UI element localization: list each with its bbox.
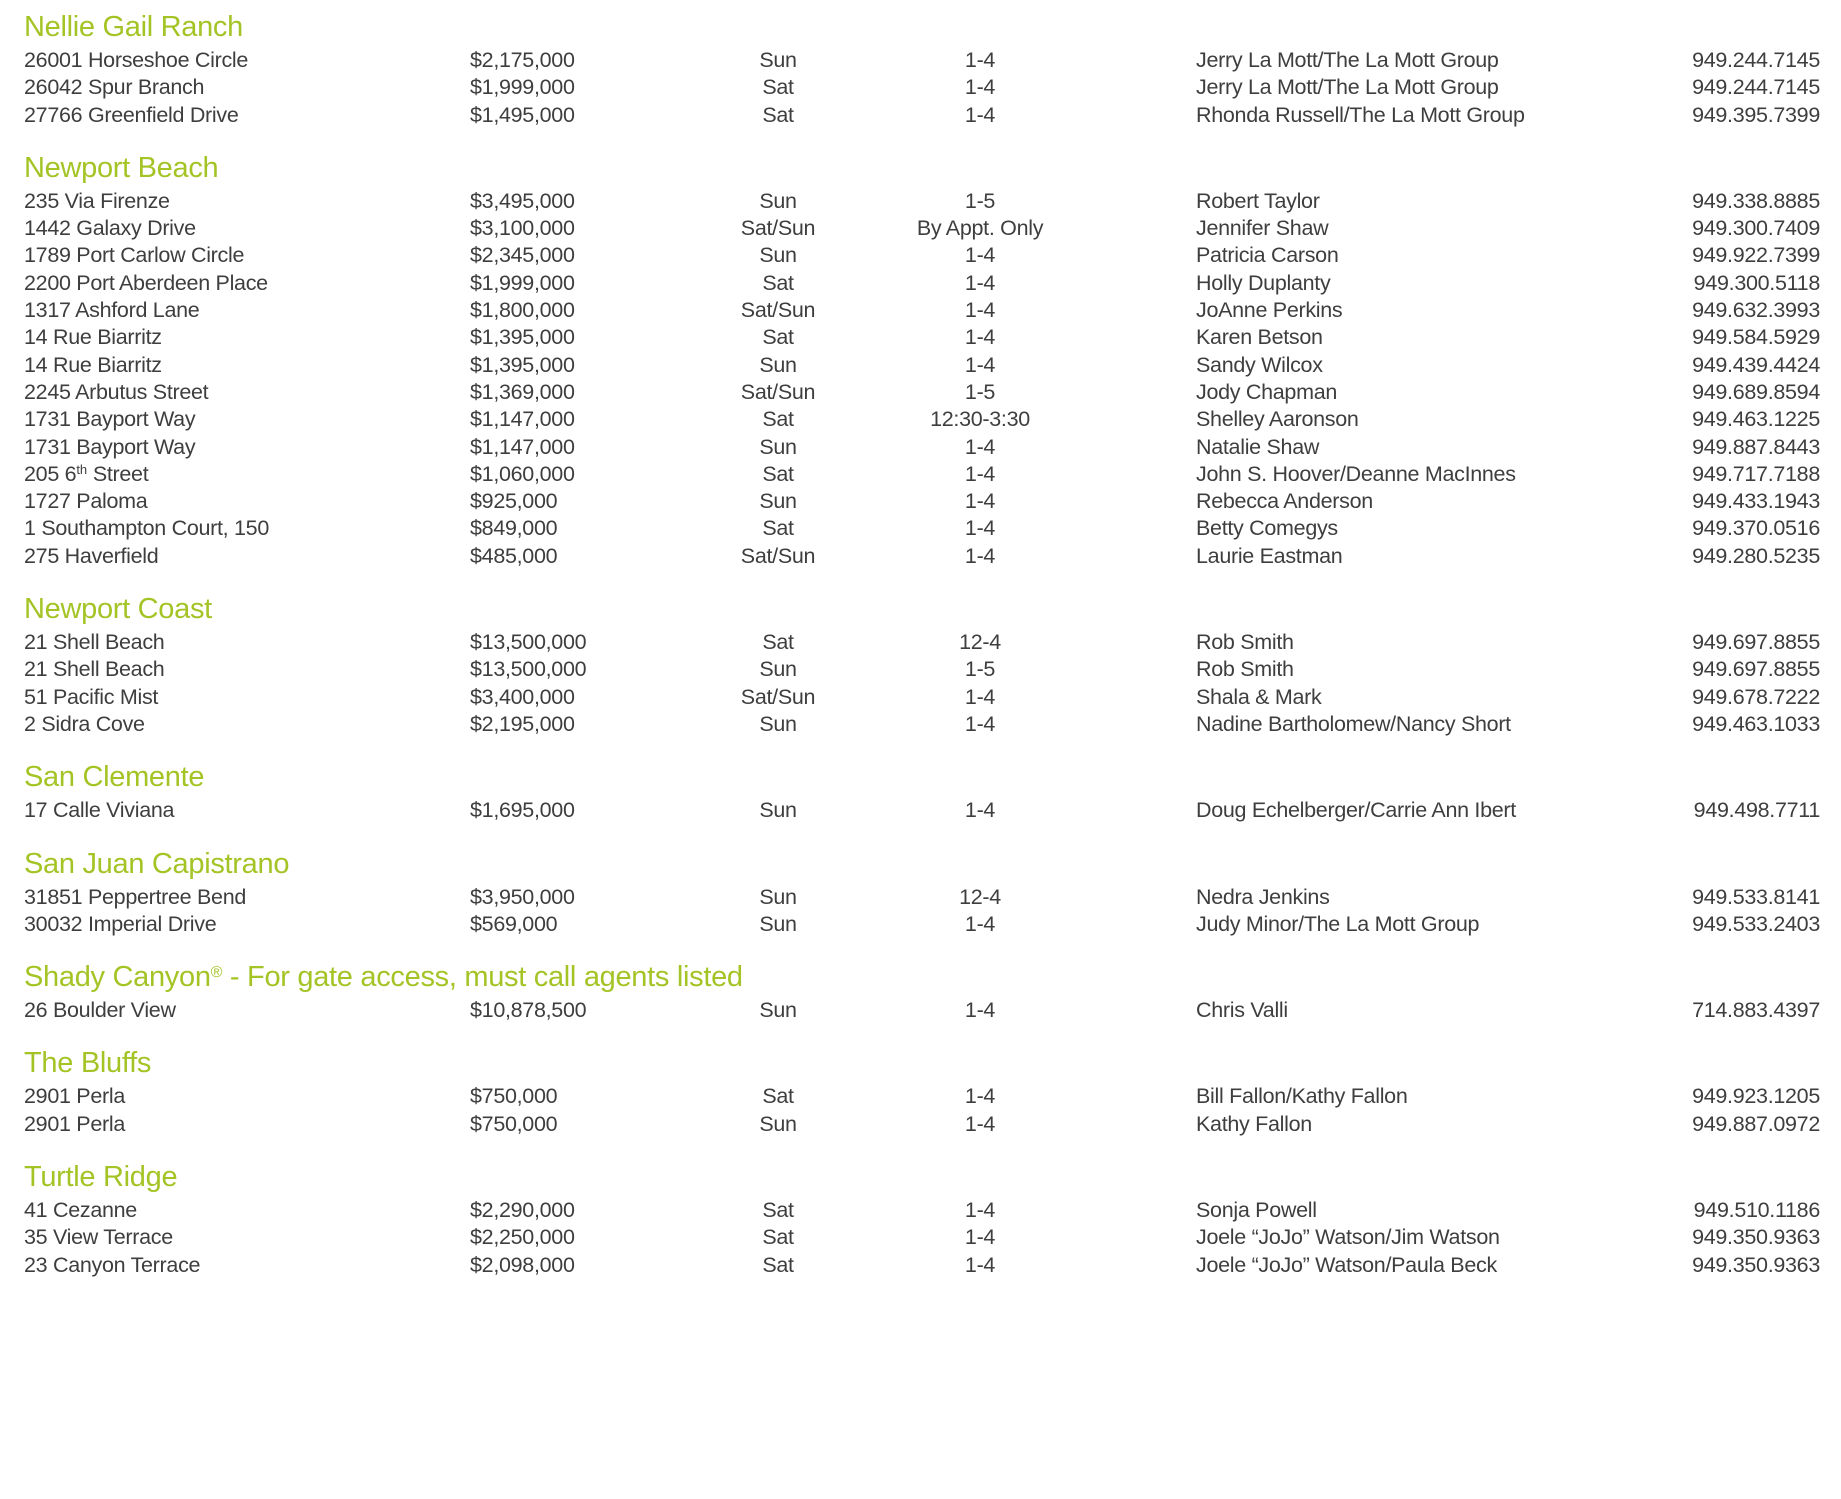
listing-section <box>24 1045 1820 1138</box>
listing-phone: 949.533.2403 <box>1692 911 1820 936</box>
listing-row <box>24 684 1820 711</box>
listing-time: 1-4 <box>964 102 996 127</box>
listing-row <box>24 188 1820 215</box>
listing-price: $2,250,000 <box>470 1225 575 1250</box>
listing-day: Sun <box>759 489 797 514</box>
listing-agent: Chris Valli <box>1196 998 1288 1023</box>
listing-time: 1-4 <box>964 798 996 823</box>
listing-time: 1-4 <box>964 270 996 295</box>
listing-section <box>24 959 1820 1024</box>
listing-row <box>24 406 1820 433</box>
listing-agent: Robert Taylor <box>1196 188 1320 213</box>
listing-agent: Joele “JoJo” Watson/Paula Beck <box>1196 1252 1497 1277</box>
listing-phone: 949.463.1225 <box>1692 407 1820 432</box>
listing-agent: Jerry La Mott/The La Mott Group <box>1196 48 1499 72</box>
listing-day: Sun <box>759 1111 797 1136</box>
listing-agent: Jennifer Shaw <box>1196 216 1329 241</box>
listing-price: $2,175,000 <box>470 48 575 72</box>
listing-price: $2,195,000 <box>470 711 575 736</box>
listing-phone: 949.533.8141 <box>1692 884 1820 909</box>
listing-agent: Nedra Jenkins <box>1196 884 1330 909</box>
listing-agent: Karen Betson <box>1196 325 1323 350</box>
listing-phone: 949.350.9363 <box>1692 1252 1820 1277</box>
listing-address: 205 6th Street <box>24 461 149 486</box>
listing-address: 41 Cezanne <box>24 1198 137 1223</box>
listing-phone: 949.300.5118 <box>1693 270 1820 295</box>
listing-section <box>24 1159 1820 1279</box>
listing-row <box>24 434 1820 461</box>
listing-phone: 949.717.7188 <box>1692 461 1820 486</box>
listing-day: Sun <box>759 998 797 1023</box>
listing-address: 2 Sidra Cove <box>24 711 145 736</box>
listing-price: $2,290,000 <box>470 1198 575 1223</box>
listing-time: 12-4 <box>959 884 1001 909</box>
listing-row <box>24 379 1820 406</box>
listing-agent: Judy Minor/The La Mott Group <box>1196 911 1480 936</box>
listing-address: 1442 Galaxy Drive <box>24 216 196 241</box>
listing-price: $3,495,000 <box>470 188 575 213</box>
listing-price: $925,000 <box>470 489 558 514</box>
listing-address: 1731 Bayport Way <box>24 407 196 432</box>
section-title: Newport Beach <box>24 151 219 184</box>
listing-phone: 949.300.7409 <box>1692 216 1820 241</box>
listing-price: $1,800,000 <box>470 298 575 323</box>
listing-address: 21 Shell Beach <box>24 630 165 655</box>
listing-day: Sat <box>762 1252 794 1277</box>
listing-time: 1-5 <box>964 188 996 213</box>
listing-agent: Rob Smith <box>1196 630 1294 655</box>
listing-time: 1-4 <box>964 325 996 350</box>
listing-row <box>24 461 1820 488</box>
listing-row <box>24 656 1820 683</box>
listing-agent: Doug Echelberger/Carrie Ann Ibert <box>1196 798 1516 823</box>
listing-price: $849,000 <box>470 516 558 541</box>
listing-phone: 949.498.7711 <box>1693 798 1820 823</box>
listing-price: $1,147,000 <box>470 407 575 432</box>
listing-day: Sat/Sun <box>740 543 816 568</box>
listing-time: 12:30-3:30 <box>930 407 1030 432</box>
listing-time: By Appt. Only <box>916 216 1044 241</box>
section-title: Nellie Gail Ranch <box>24 11 243 43</box>
listing-address: 35 View Terrace <box>24 1225 173 1250</box>
listing-row <box>24 515 1820 542</box>
listing-time: 1-4 <box>964 684 996 709</box>
listing-phone: 949.923.1205 <box>1692 1084 1820 1109</box>
listing-address: 14 Rue Biarritz <box>24 325 162 350</box>
listing-row <box>24 102 1820 129</box>
listing-address: 23 Canyon Terrace <box>24 1252 201 1277</box>
listing-price: $1,495,000 <box>470 102 575 127</box>
listing-price: $3,100,000 <box>470 216 575 241</box>
listing-address: 2901 Perla <box>24 1111 125 1136</box>
listing-phone: 714.883.4397 <box>1692 998 1820 1023</box>
listing-day: Sun <box>759 911 797 936</box>
section-title: San Juan Capistrano <box>24 847 290 880</box>
listing-day: Sun <box>759 243 797 268</box>
listing-phone: 949.697.8855 <box>1692 630 1820 655</box>
listing-address: 1 Southampton Court, 150 <box>24 516 269 541</box>
listing-day: Sat/Sun <box>740 684 816 709</box>
listing-price: $13,500,000 <box>470 657 587 682</box>
listing-agent: Betty Comegys <box>1196 516 1338 541</box>
listing-phone: 949.280.5235 <box>1692 543 1820 568</box>
listing-address: 26 Boulder View <box>24 998 176 1023</box>
listing-phone: 949.922.7399 <box>1692 243 1820 268</box>
listing-phone: 949.887.0972 <box>1692 1111 1820 1136</box>
listing-day: Sat <box>762 1084 794 1109</box>
listing-section <box>24 150 1820 570</box>
listing-row <box>24 215 1820 242</box>
listing-day: Sun <box>759 657 797 682</box>
listing-day: Sun <box>759 884 797 909</box>
listing-agent: Holly Duplanty <box>1196 270 1331 295</box>
listing-phone: 949.697.8855 <box>1692 657 1820 682</box>
listing-row <box>24 884 1820 911</box>
listing-address: 1317 Ashford Lane <box>24 298 200 323</box>
listing-day: Sat <box>762 461 794 486</box>
listing-row <box>24 74 1820 101</box>
listing-day: Sun <box>759 434 797 459</box>
listing-agent: Jody Chapman <box>1196 379 1338 404</box>
listing-row <box>24 488 1820 515</box>
listing-time: 1-4 <box>964 711 996 736</box>
listing-agent: Nadine Bartholomew/Nancy Short <box>1196 711 1511 736</box>
listing-address: 21 Shell Beach <box>24 657 165 682</box>
listing-price: $1,395,000 <box>470 352 575 377</box>
listing-day: Sun <box>759 188 797 213</box>
listing-day: Sat <box>762 1225 794 1250</box>
section-title: The Bluffs <box>24 1047 152 1080</box>
listing-address: 27766 Greenfield Drive <box>24 102 239 127</box>
listing-price: $485,000 <box>470 543 558 568</box>
listing-price: $1,999,000 <box>470 75 575 100</box>
section-title: San Clemente <box>24 761 205 794</box>
listing-phone: 949.678.7222 <box>1692 684 1820 709</box>
listing-phone: 949.244.7145 <box>1692 75 1820 100</box>
listing-agent: John S. Hoover/Deanne MacInnes <box>1196 461 1516 486</box>
listing-time: 1-4 <box>964 489 996 514</box>
listing-phone: 949.244.7145 <box>1692 48 1820 72</box>
listing-price: $1,395,000 <box>470 325 575 350</box>
listing-address: 235 Via Firenze <box>24 188 170 213</box>
listing-day: Sun <box>759 48 797 72</box>
listing-day: Sat/Sun <box>740 298 816 323</box>
listing-time: 1-4 <box>964 1198 996 1223</box>
listing-time: 1-5 <box>964 657 996 682</box>
listing-time: 1-4 <box>964 298 996 323</box>
listing-phone: 949.510.1186 <box>1693 1198 1820 1223</box>
listing-address: 1789 Port Carlow Circle <box>24 243 245 268</box>
listing-agent: Joele “JoJo” Watson/Jim Watson <box>1196 1225 1500 1250</box>
section-title: Turtle Ridge <box>24 1161 178 1194</box>
listing-row <box>24 1111 1820 1138</box>
listing-time: 1-4 <box>964 911 996 936</box>
listing-price: $1,999,000 <box>470 270 575 295</box>
listing-price: $1,369,000 <box>470 379 575 404</box>
listing-agent: Kathy Fallon <box>1196 1111 1312 1136</box>
listing-agent: JoAnne Perkins <box>1196 298 1343 323</box>
listing-row <box>24 711 1820 738</box>
listing-time: 1-4 <box>964 75 996 100</box>
listing-time: 1-4 <box>964 434 996 459</box>
listing-agent: Shelley Aaronson <box>1196 407 1359 432</box>
section-title: Newport Coast <box>24 593 212 626</box>
listing-address: 26042 Spur Branch <box>24 75 205 100</box>
listing-phone: 949.887.8443 <box>1692 434 1820 459</box>
listing-address: 51 Pacific Mist <box>24 684 159 709</box>
listing-address: 14 Rue Biarritz <box>24 352 162 377</box>
listing-day: Sat <box>762 1198 794 1223</box>
listing-address: 2901 Perla <box>24 1084 125 1109</box>
listing-row <box>24 270 1820 297</box>
listing-phone: 949.632.3993 <box>1692 298 1820 323</box>
listing-row <box>24 629 1820 656</box>
listing-agent: Rhonda Russell/The La Mott Group <box>1196 102 1525 127</box>
listing-row <box>24 797 1820 824</box>
listing-price: $2,098,000 <box>470 1252 575 1277</box>
listing-day: Sat <box>762 75 794 100</box>
listing-address: 17 Calle Viviana <box>24 798 175 823</box>
listing-row <box>24 1083 1820 1110</box>
listing-address: 1731 Bayport Way <box>24 434 196 459</box>
listing-day: Sun <box>759 352 797 377</box>
listing-time: 1-4 <box>964 1252 996 1277</box>
listing-price: $1,060,000 <box>470 461 575 486</box>
listing-section <box>24 759 1820 824</box>
listing-agent: Natalie Shaw <box>1196 434 1320 459</box>
listing-row <box>24 352 1820 379</box>
listing-address: 2200 Port Aberdeen Place <box>24 270 268 295</box>
listing-price: $1,147,000 <box>470 434 575 459</box>
listing-address: 1727 Paloma <box>24 489 148 514</box>
listing-price: $750,000 <box>470 1084 558 1109</box>
listing-day: Sat/Sun <box>740 379 816 404</box>
listing-price: $10,878,500 <box>470 998 587 1023</box>
listing-row <box>24 297 1820 324</box>
listing-row <box>24 47 1820 74</box>
listing-phone: 949.395.7399 <box>1692 102 1820 127</box>
listing-agent: Rob Smith <box>1196 657 1294 682</box>
section-title: Shady Canyon® - For gate access, must call agents listed <box>24 961 743 994</box>
listing-address: 2245 Arbutus Street <box>24 379 209 404</box>
ordinal-sup: th <box>76 461 88 477</box>
listing-day: Sat <box>762 102 794 127</box>
listing-time: 1-4 <box>964 48 996 72</box>
listing-row <box>24 324 1820 351</box>
listing-time: 1-5 <box>964 379 996 404</box>
listing-time: 12-4 <box>959 630 1001 655</box>
listing-agent: Bill Fallon/Kathy Fallon <box>1196 1084 1408 1109</box>
listing-price: $1,695,000 <box>470 798 575 823</box>
listing-time: 1-4 <box>964 461 996 486</box>
listing-day: Sat <box>762 516 794 541</box>
listing-phone: 949.433.1943 <box>1692 489 1820 514</box>
listing-time: 1-4 <box>964 1084 996 1109</box>
listing-price: $569,000 <box>470 911 558 936</box>
listing-time: 1-4 <box>964 543 996 568</box>
listing-agent: Jerry La Mott/The La Mott Group <box>1196 75 1499 100</box>
listing-day: Sat <box>762 270 794 295</box>
listing-agent: Patricia Carson <box>1196 243 1339 268</box>
listing-price: $13,500,000 <box>470 630 587 655</box>
listing-agent: Sonja Powell <box>1196 1198 1317 1223</box>
listing-row <box>24 242 1820 269</box>
listing-row <box>24 543 1820 570</box>
listing-phone: 949.350.9363 <box>1692 1225 1820 1250</box>
listing-agent: Rebecca Anderson <box>1196 489 1373 514</box>
registered-trademark-sup: ® <box>210 964 223 982</box>
listing-row <box>24 1252 1820 1279</box>
listing-address: 31851 Peppertree Bend <box>24 884 247 909</box>
listing-phone: 949.338.8885 <box>1692 188 1820 213</box>
listing-time: 1-4 <box>964 516 996 541</box>
listing-day: Sun <box>759 798 797 823</box>
listing-section <box>24 9 1820 129</box>
listing-time: 1-4 <box>964 998 996 1023</box>
listing-agent: Sandy Wilcox <box>1196 352 1323 377</box>
listing-row <box>24 1224 1820 1251</box>
listing-address: 275 Haverfield <box>24 543 159 568</box>
listing-agent: Laurie Eastman <box>1196 543 1343 568</box>
listing-section <box>24 591 1820 738</box>
listing-section <box>24 846 1820 939</box>
listing-price: $750,000 <box>470 1111 558 1136</box>
listing-address: 30032 Imperial Drive <box>24 911 217 936</box>
listing-address: 26001 Horseshoe Circle <box>24 48 249 72</box>
listing-day: Sat <box>762 407 794 432</box>
listing-time: 1-4 <box>964 1111 996 1136</box>
listing-phone: 949.370.0516 <box>1692 516 1820 541</box>
listing-price: $2,345,000 <box>470 243 575 268</box>
listing-phone: 949.463.1033 <box>1692 711 1820 736</box>
listing-time: 1-4 <box>964 243 996 268</box>
listing-phone: 949.439.4424 <box>1692 352 1820 377</box>
listing-time: 1-4 <box>964 1225 996 1250</box>
listing-day: Sun <box>759 711 797 736</box>
listing-phone: 949.584.5929 <box>1692 325 1820 350</box>
listing-row <box>24 997 1820 1024</box>
listing-time: 1-4 <box>964 352 996 377</box>
listing-agent: Shala & Mark <box>1196 684 1322 709</box>
listing-day: Sat <box>762 630 794 655</box>
listing-day: Sat/Sun <box>740 216 816 241</box>
listing-row <box>24 1197 1820 1224</box>
listing-day: Sat <box>762 325 794 350</box>
listing-price: $3,400,000 <box>470 684 575 709</box>
listing-row <box>24 911 1820 938</box>
listing-price: $3,950,000 <box>470 884 575 909</box>
listing-phone: 949.689.8594 <box>1692 379 1820 404</box>
